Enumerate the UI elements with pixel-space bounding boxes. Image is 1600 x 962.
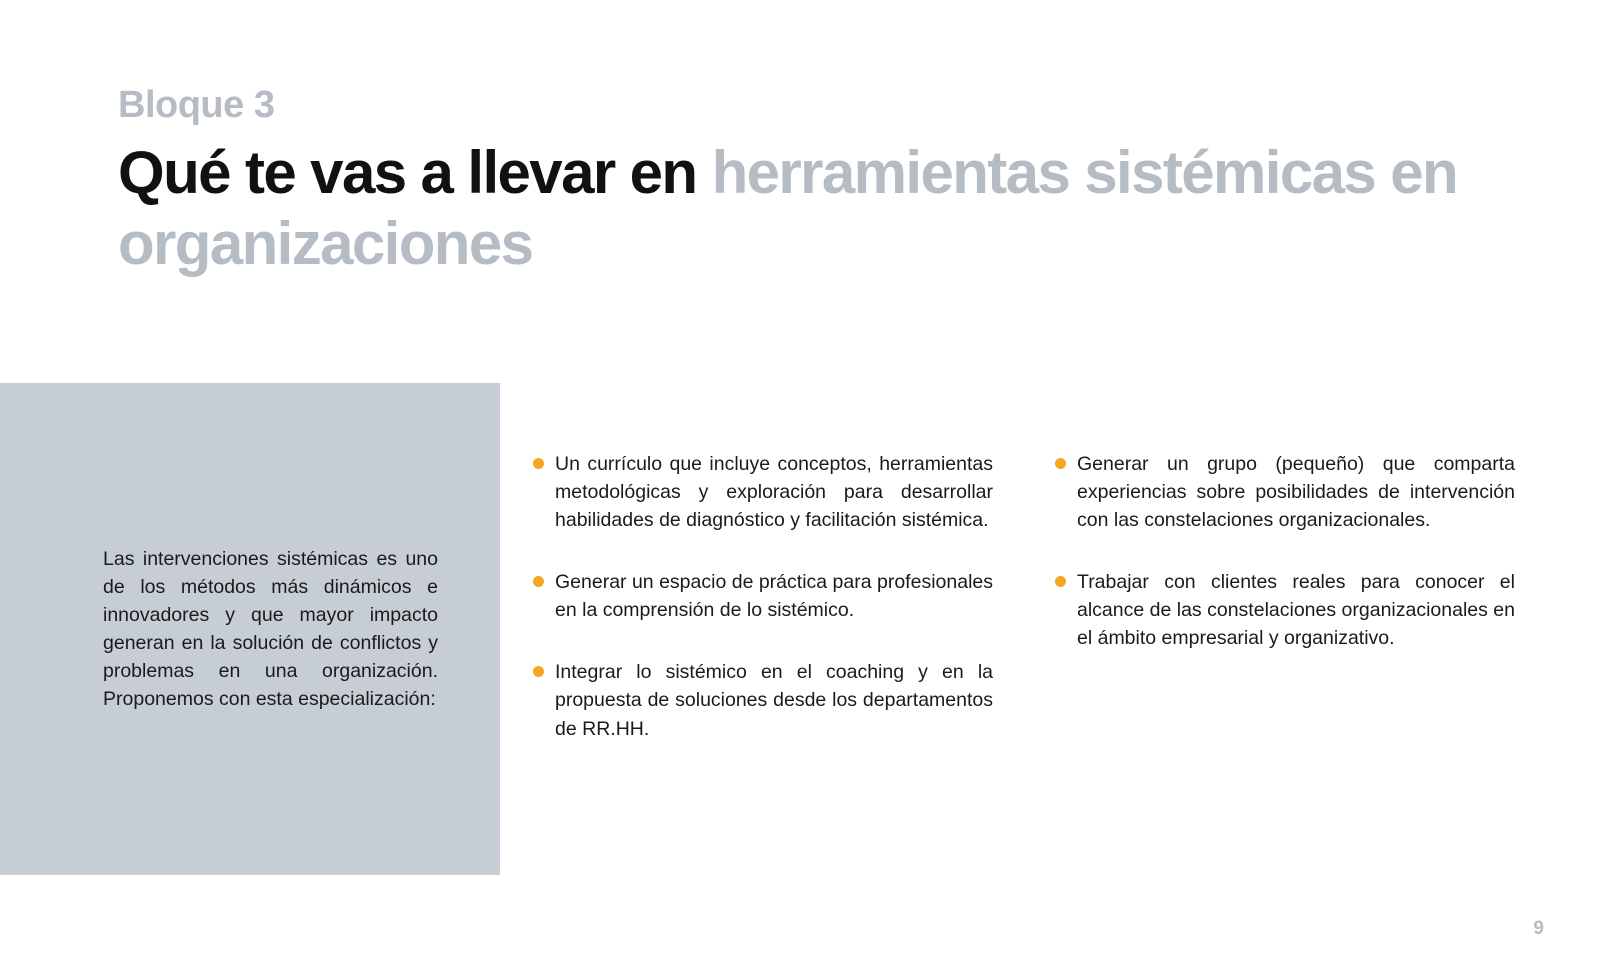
list-item [1055,568,1515,652]
bullet-columns [533,450,1543,777]
list-item-text: Generar un espacio de práctica para profesionales en la comprensión de lo sistémico. [555,571,993,622]
page-number: 9 [1533,918,1544,939]
list-item-text: Trabajar con clientes reales para conocer el alcance de las constelaciones organizacionales en el ámbito empresarial y organizativo. [1077,571,1515,650]
list-item-text: Un currículo que incluye conceptos, herramientas metodológicas y exploración para desarrollar habilidades de diagnóstico y facilitación sistémica. [555,453,993,532]
bullet-dot-icon [533,576,544,587]
list-item [1055,450,1515,534]
list-item [533,658,993,742]
intro-panel [0,383,500,875]
list-item-text: Generar un grupo (pequeño) que comparta experiencias sobre posibilidades de intervención con las constelaciones organizacionales. [1077,453,1515,532]
bullet-dot-icon [1055,458,1066,469]
intro-text: Las intervenciones sistémicas es uno de los métodos más dinámicos e innovadores y que mayor impacto generan en la solución de conflictos y problemas en una organización. Proponemos con esta especialización: [103,547,438,711]
title-primary: Qué te vas a llevar en [118,138,712,206]
list-item-text: Integrar lo sistémico en el coaching y en la propuesta de soluciones desde los departamentos de RR.HH. [555,661,993,740]
page-title [118,138,1498,280]
bullet-dot-icon [533,458,544,469]
bullet-column-left [533,450,993,777]
bullet-dot-icon [533,666,544,677]
block-label: Bloque 3 [118,84,275,126]
list-item [533,568,993,624]
title-accent: herramientas sistémicas en organizaciones [118,138,1458,277]
slide-header [118,86,1518,279]
bullet-dot-icon [1055,576,1066,587]
bullet-column-right [1055,450,1515,777]
list-item [533,450,993,534]
